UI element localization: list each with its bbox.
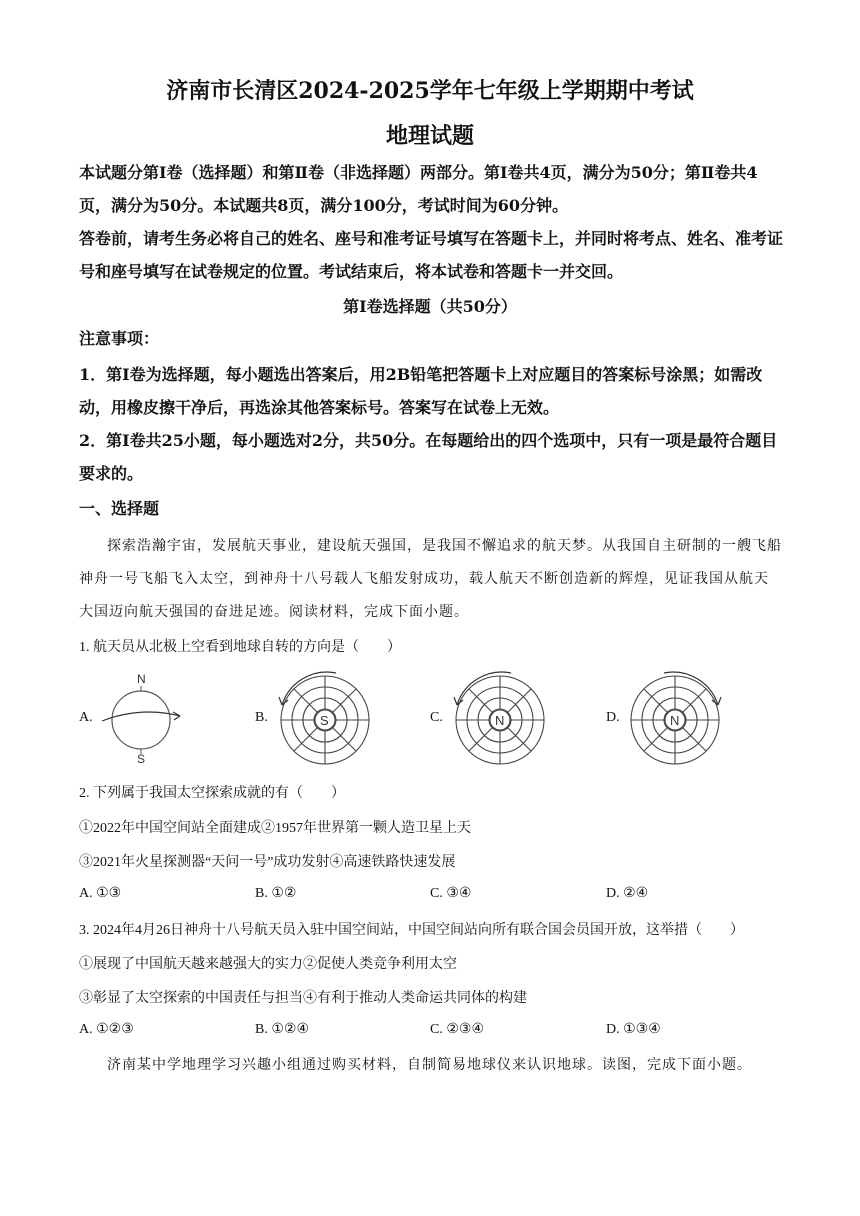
q3-choice-c[interactable]: C. ②③④: [430, 1022, 484, 1037]
question-2-items-line-2: ③2021年火星探测器“天问一号”成功发射④高速铁路快速发展: [79, 855, 456, 870]
q2-choice-c[interactable]: C. ③④: [430, 886, 472, 901]
reading-passage: 探索浩瀚宇宙，发展航天事业，建设航天强国，是我国不懈追求的航天梦。从我国自主研制的一艘飞船神舟一号飞船飞入太空，到神舟十八号载人飞船发射成功，载人航天不断创造新的辉煌，见证我国从航天大国迈向航天强国的奋进足迹。阅读材料，完成下面小题。: [79, 538, 782, 620]
section-heading: 第Ⅰ卷选择题（共50分）: [343, 297, 517, 316]
q1-option-d-label[interactable]: D.: [606, 710, 620, 725]
question-3-items-line-2: ③彰显了太空探索的中国责任与担当④有利于推动人类命运共同体的构建: [79, 991, 527, 1006]
rotation-arc: [457, 672, 511, 705]
q1-option-a-label[interactable]: A.: [79, 710, 93, 725]
polar-view-diagram-b: [270, 665, 380, 775]
polar-view-diagram-c: [445, 665, 555, 775]
rotation-arrow: [102, 712, 180, 721]
q2-choice-d[interactable]: D. ②④: [606, 886, 649, 901]
question-3-items-line-1: ①展现了中国航天越来越强大的实力②促使人类竞争利用太空: [79, 957, 457, 972]
page-title: 济南市长清区2024-2025学年七年级上学期期中考试: [166, 78, 694, 104]
intro-paragraph-1: 本试题分第Ⅰ卷（选择题）和第Ⅱ卷（非选择题）两部分。第Ⅰ卷共4页，满分为50分；第Ⅱ卷共4页，满分为50分。本试题共8页，满分100分，考试时间为60分钟。: [79, 163, 758, 215]
rotation-arc: [282, 672, 336, 705]
q3-choice-d[interactable]: D. ①③④: [606, 1022, 661, 1037]
q1-option-c-label[interactable]: C.: [430, 710, 443, 725]
north-label: N: [137, 672, 146, 686]
q2-choice-a[interactable]: A. ①③: [79, 886, 122, 901]
globe-outline: [112, 691, 170, 749]
q1-option-b-label[interactable]: B.: [255, 710, 268, 725]
notice-item-1: 1．第Ⅰ卷为选择题，每小题选出答案后，用2B铅笔把答题卡上对应题目的答案标号涂黑；如需改动，用橡皮擦干净后，再选涂其他答案标号。答案写在试卷上无效。: [79, 365, 763, 417]
pole-label-s: S: [320, 713, 329, 728]
pole-label-n: N: [495, 713, 505, 728]
rotation-arc: [664, 672, 718, 705]
reading-passage-2: 济南某中学地理学习兴趣小组通过购买材料，自制简易地球仪来认识地球。读图，完成下面小题。: [107, 1057, 752, 1073]
page-subtitle: 地理试题: [385, 123, 474, 149]
notice-item-2: 2．第Ⅰ卷共25小题，每小题选对2分，共50分。在每题给出的四个选项中，只有一项是最符合题目要求的。: [79, 431, 778, 483]
intro-paragraph-2: 答卷前，请考生务必将自己的姓名、座号和准考证号填写在答题卡上，并同时将考点、姓名、准考证号和座号填写在试卷规定的位置。考试结束后，将本试卷和答题卡一并交回。: [79, 229, 784, 281]
arrow-head-icon: [173, 712, 180, 720]
question-2-items-line-1: ①2022年中国空间站全面建成②1957年世界第一颗人造卫星上天: [79, 821, 471, 836]
pole-label-n: N: [670, 713, 680, 728]
globe-side-view-diagram: [96, 670, 186, 770]
notice-title: 注意事项：: [79, 329, 160, 348]
q3-choice-a[interactable]: A. ①②③: [79, 1022, 134, 1037]
question-2-stem: 2. 下列属于我国太空探索成就的有（ ）: [79, 786, 345, 801]
polar-view-diagram-d: [620, 665, 730, 775]
q2-choice-b[interactable]: B. ①②: [255, 886, 297, 901]
q3-choice-b[interactable]: B. ①②④: [255, 1022, 309, 1037]
south-label: S: [137, 752, 146, 766]
question-1-stem: 1. 航天员从北极上空看到地球自转的方向是（ ）: [79, 640, 401, 655]
question-3-stem: 3. 2024年4月26日神舟十八号航天员入驻中国空间站，中国空间站向所有联合国会员国开放，这举措（ ）: [79, 923, 744, 938]
part-heading: 一、选择题: [79, 499, 160, 518]
